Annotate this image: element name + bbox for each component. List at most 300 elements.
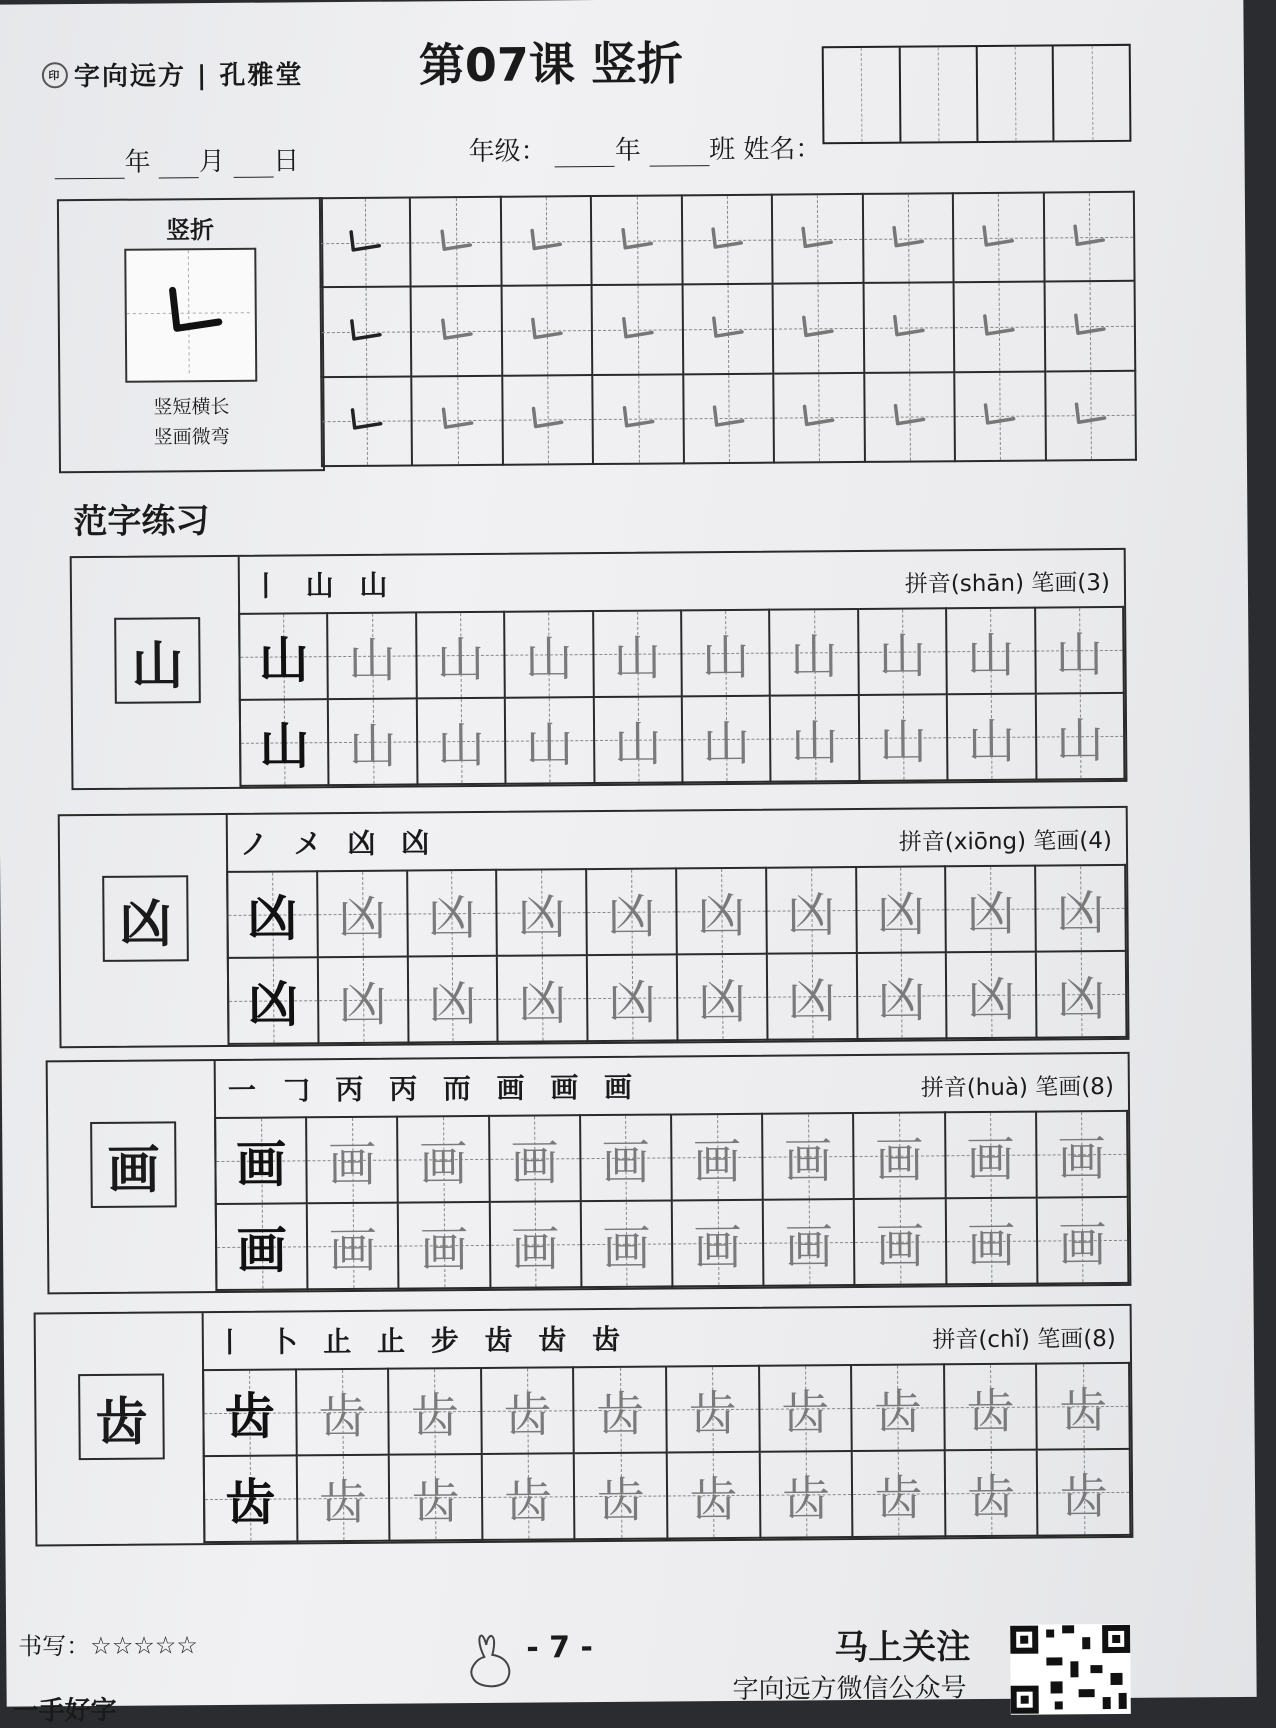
handwritten-glyph: 凶 <box>608 974 657 1031</box>
practice-cell[interactable] <box>203 1369 296 1456</box>
practice-cell[interactable] <box>204 1455 297 1542</box>
glyph-holder <box>240 614 327 699</box>
stroke-practice-cell[interactable] <box>1045 370 1136 460</box>
practice-cell[interactable] <box>856 866 946 953</box>
glyph-holder <box>857 953 945 1038</box>
stroke-practice-cell[interactable] <box>1043 192 1134 282</box>
stroke-tip-2: 竖画微弯 <box>153 425 230 449</box>
stroke-practice-cell[interactable] <box>1044 281 1135 371</box>
glyph-holder <box>389 1369 480 1454</box>
glyph-holder <box>1036 866 1124 951</box>
practice-cell[interactable] <box>574 1452 667 1539</box>
glyph-holder <box>594 611 681 696</box>
handwritten-glyph: 画 <box>966 1131 1015 1188</box>
stroke-practice-cell[interactable] <box>772 194 863 284</box>
practice-cell[interactable] <box>296 1455 389 1542</box>
practice-cell[interactable] <box>672 1200 764 1287</box>
practice-cell[interactable] <box>328 698 417 785</box>
qr-code-icon[interactable] <box>1010 1624 1131 1715</box>
stroke-demo-icon <box>126 250 251 377</box>
model-glyph: 齿 <box>225 1472 276 1532</box>
page-number: - 7 - <box>526 1630 594 1666</box>
name-cell[interactable] <box>977 46 1054 141</box>
glyph-holder <box>228 872 316 957</box>
handwritten-glyph: 画 <box>966 1217 1016 1274</box>
glyph-holder <box>764 1200 854 1285</box>
handwritten-glyph: 齿 <box>689 1471 738 1528</box>
glyph-holder <box>853 1451 944 1536</box>
handwritten-glyph: 凶 <box>427 889 477 946</box>
practice-cell[interactable] <box>946 866 1036 953</box>
stroke-trace-glyph <box>684 374 773 462</box>
handwritten-glyph: 齿 <box>781 1470 831 1528</box>
practice-row <box>240 693 1125 786</box>
stroke-trace-glyph <box>321 198 410 286</box>
stroke-trace-glyph <box>413 376 502 464</box>
stroke-practice-cell[interactable] <box>954 371 1045 461</box>
stroke-practice-cell[interactable] <box>501 285 592 375</box>
practice-cell[interactable] <box>586 868 676 955</box>
glyph-holder <box>297 1370 388 1455</box>
handwritten-glyph: 齿 <box>595 1386 645 1443</box>
stroke-trace-glyph <box>954 194 1043 282</box>
practice-cell[interactable] <box>947 694 1036 781</box>
stroke-trace-glyph <box>863 194 952 282</box>
handwritten-glyph: 凶 <box>786 886 836 944</box>
handwritten-glyph: 山 <box>1055 712 1105 769</box>
glyph-holder <box>216 1118 306 1203</box>
glyph-holder <box>483 1454 574 1539</box>
glyph-holder <box>667 1367 758 1452</box>
grade-unit: 年 <box>614 135 641 166</box>
practice-cell[interactable] <box>505 697 594 784</box>
practice-cell[interactable] <box>851 1364 944 1451</box>
practice-row <box>239 607 1124 700</box>
stroke-practice-cell[interactable] <box>412 375 503 465</box>
character-block <box>46 1052 1132 1295</box>
strokes-label: 笔画(3) <box>1031 569 1111 597</box>
glyph-holder <box>408 871 496 956</box>
name-cell[interactable] <box>1054 46 1129 141</box>
name-cell[interactable] <box>824 48 901 143</box>
practice-cell[interactable] <box>389 1454 482 1541</box>
practice-cell[interactable] <box>858 608 947 695</box>
handwritten-glyph: 凶 <box>787 972 837 1030</box>
glyph-holder <box>229 958 317 1043</box>
glyph-holder <box>399 1203 489 1288</box>
handwritten-glyph: 凶 <box>1057 970 1106 1027</box>
bunny-icon <box>464 1627 525 1691</box>
model-glyph: 画 <box>235 1134 287 1194</box>
handwritten-glyph: 山 <box>613 630 662 687</box>
strokes-label: 笔画(8) <box>1037 1325 1116 1353</box>
practice-cell[interactable] <box>945 1112 1037 1199</box>
handwritten-glyph: 画 <box>1057 1130 1107 1187</box>
stroke-order: ノ メ 凶 凶 <box>239 826 438 861</box>
pinyin-strokes <box>905 564 1110 599</box>
practice-cell[interactable] <box>945 1198 1037 1285</box>
stroke-practice-cell[interactable] <box>862 193 953 283</box>
glyph-holder <box>860 695 947 780</box>
glyph-holder <box>771 696 858 781</box>
stroke-practice-cell[interactable] <box>592 285 683 375</box>
stroke-demo-box <box>57 197 325 473</box>
handwritten-glyph: 齿 <box>1058 1382 1108 1439</box>
handwritten-glyph: 画 <box>419 1135 468 1192</box>
practice-cell[interactable] <box>671 1114 763 1201</box>
rating-label: 书写：☆☆☆☆☆ <box>18 1631 198 1661</box>
handwritten-glyph: 山 <box>701 629 750 686</box>
stroke-practice-cell[interactable] <box>954 282 1045 372</box>
stroke-trace-glyph <box>503 376 592 464</box>
practice-cell[interactable] <box>489 1115 581 1202</box>
handwritten-glyph: 山 <box>347 632 397 689</box>
practice-cell[interactable] <box>766 867 856 954</box>
practice-cell[interactable] <box>853 1112 945 1199</box>
handwritten-glyph: 齿 <box>688 1385 737 1442</box>
stroke-practice-cell[interactable] <box>321 376 412 466</box>
stroke-practice-cell[interactable] <box>502 375 593 465</box>
date-line <box>54 140 299 179</box>
practice-cell[interactable] <box>666 1366 759 1453</box>
practice-cell[interactable] <box>318 957 408 1044</box>
practice-cell[interactable] <box>759 1451 852 1538</box>
practice-cell[interactable] <box>762 1113 854 1200</box>
grade-line <box>468 128 821 168</box>
stroke-practice-cell[interactable] <box>501 196 592 286</box>
practice-grid <box>214 1110 1129 1291</box>
class-blank[interactable] <box>649 141 709 166</box>
handwritten-glyph: 山 <box>966 627 1016 684</box>
glyph-holder <box>677 869 765 954</box>
practice-cell[interactable] <box>854 1198 946 1285</box>
practice-cell[interactable] <box>497 955 587 1042</box>
handwritten-glyph: 山 <box>436 631 485 688</box>
practice-cell[interactable] <box>1035 607 1124 694</box>
stroke-trace-glyph <box>864 284 953 372</box>
handwritten-glyph: 凶 <box>338 976 388 1033</box>
handwritten-glyph: 画 <box>510 1134 559 1192</box>
glyph-holder <box>855 1199 945 1284</box>
stroke-practice-cell[interactable] <box>682 284 773 374</box>
practice-cell[interactable] <box>307 1203 399 1290</box>
model-glyph: 凶 <box>247 888 298 948</box>
footer-cut-text: 一手好字 <box>12 1695 117 1727</box>
handwritten-glyph: 山 <box>789 628 839 686</box>
handwritten-glyph: 凶 <box>517 888 567 946</box>
stroke-trace-glyph <box>411 198 500 286</box>
practice-cell[interactable] <box>407 870 497 957</box>
practice-cell[interactable] <box>240 699 329 786</box>
class-name-label: 班 姓名： <box>708 134 822 166</box>
glyph-holder <box>329 613 416 698</box>
practice-cell[interactable] <box>856 952 946 1039</box>
pinyin-label: 拼音(chǐ) <box>932 1326 1031 1354</box>
practice-cell[interactable] <box>227 871 317 958</box>
glyph-holder <box>217 1204 307 1289</box>
glyph-holder <box>1037 1364 1128 1449</box>
stroke-practice-cell[interactable] <box>773 283 864 373</box>
handwritten-glyph: 画 <box>1058 1216 1107 1273</box>
handwritten-glyph: 画 <box>328 1136 377 1193</box>
handwritten-glyph: 山 <box>613 716 663 773</box>
practice-cell[interactable] <box>1036 951 1127 1038</box>
practice-cell[interactable] <box>497 869 587 956</box>
handwritten-glyph: 齿 <box>411 1473 460 1530</box>
glyph-holder <box>945 1451 1036 1536</box>
practice-cell[interactable] <box>416 612 505 699</box>
practice-grid <box>238 606 1125 787</box>
handwritten-glyph: 画 <box>875 1131 924 1189</box>
handwritten-glyph: 齿 <box>318 1474 368 1531</box>
handwritten-glyph: 画 <box>328 1222 378 1279</box>
handwritten-glyph: 山 <box>1055 626 1104 683</box>
character-block <box>70 548 1128 790</box>
name-grid[interactable] <box>822 44 1132 144</box>
model-glyph: 画 <box>236 1220 287 1280</box>
follow-label: 马上关注 <box>834 1627 971 1669</box>
stroke-trace-glyph <box>322 288 411 376</box>
stroke-practice-cell[interactable] <box>593 374 684 464</box>
practice-cell[interactable] <box>216 1203 308 1290</box>
glyph-holder <box>947 953 1035 1038</box>
glyph-holder <box>205 1456 296 1541</box>
practice-cell[interactable] <box>770 695 859 782</box>
handwritten-glyph: 凶 <box>697 973 747 1030</box>
glyph-holder <box>581 1115 671 1200</box>
practice-cell[interactable] <box>767 953 857 1040</box>
practice-row <box>216 1197 1129 1290</box>
glyph-holder <box>948 695 1035 780</box>
practice-cell[interactable] <box>215 1117 307 1204</box>
practice-row <box>204 1449 1131 1542</box>
glyph-holder <box>204 1370 295 1455</box>
stroke-trace-glyph <box>774 284 863 372</box>
stroke-practice-cell[interactable] <box>864 372 955 462</box>
month-blank[interactable] <box>159 153 199 178</box>
glyph-holder <box>767 868 855 953</box>
glyph-holder <box>505 612 592 697</box>
practice-cell[interactable] <box>946 952 1036 1039</box>
glyph-holder <box>859 609 946 694</box>
practice-cell[interactable] <box>1036 1111 1128 1198</box>
practice-cell[interactable] <box>769 609 858 696</box>
practice-cell[interactable] <box>682 696 771 783</box>
glyph-holder <box>582 1201 672 1286</box>
practice-cell[interactable] <box>1035 865 1126 952</box>
stroke-trace-glyph <box>774 374 863 462</box>
glyph-holder <box>417 613 504 698</box>
glyph-holder <box>763 1114 853 1199</box>
stroke-practice-cell[interactable] <box>863 283 954 373</box>
strokes-label: 笔画(8) <box>1035 1073 1114 1101</box>
glyph-holder <box>854 1113 944 1198</box>
stroke-trace-glyph <box>1045 282 1134 370</box>
glyph-holder <box>1037 1112 1127 1197</box>
handwritten-glyph: 山 <box>878 627 927 685</box>
model-character: 齿 <box>78 1373 165 1460</box>
stroke-trace-glyph <box>1046 371 1135 459</box>
practice-cell[interactable] <box>489 1201 581 1288</box>
practice-cell[interactable] <box>676 868 766 955</box>
practice-cell[interactable] <box>328 612 417 699</box>
practice-cell[interactable] <box>944 1450 1037 1537</box>
practice-cell[interactable] <box>681 610 770 697</box>
practice-cell[interactable] <box>573 1366 666 1453</box>
practice-row <box>203 1363 1130 1456</box>
brand-logo <box>42 54 304 93</box>
glyph-holder <box>857 867 945 952</box>
section-title: 范字练习 <box>73 501 210 543</box>
practice-cell[interactable] <box>763 1199 855 1286</box>
practice-grid <box>202 1362 1131 1543</box>
stroke-trace-glyph <box>955 283 1044 371</box>
name-cell[interactable] <box>900 47 977 142</box>
practice-cell[interactable] <box>504 611 593 698</box>
stroke-trace-glyph <box>1044 193 1133 281</box>
practice-cell[interactable] <box>1036 1363 1129 1450</box>
model-glyph: 齿 <box>224 1386 275 1446</box>
stroke-tip-1: 竖短横长 <box>153 395 230 419</box>
practice-cell[interactable] <box>677 954 767 1041</box>
practice-cell[interactable] <box>852 1450 945 1537</box>
handwritten-glyph: 山 <box>702 715 751 772</box>
practice-cell[interactable] <box>587 954 677 1041</box>
handwritten-glyph: 凶 <box>966 885 1016 942</box>
practice-cell[interactable] <box>417 698 506 785</box>
year-label: 年 <box>124 147 151 178</box>
practice-cell[interactable] <box>944 1364 1037 1451</box>
practice-cell[interactable] <box>239 613 328 700</box>
stroke-trace-glyph <box>502 197 591 285</box>
stroke-practice-cell[interactable] <box>773 373 864 463</box>
practice-cell[interactable] <box>306 1117 398 1204</box>
handwritten-glyph: 凶 <box>697 887 746 944</box>
stroke-trace-glyph <box>594 375 683 463</box>
glyph-holder <box>768 954 856 1039</box>
stroke-trace-glyph <box>502 286 591 374</box>
practice-cell[interactable] <box>296 1369 389 1456</box>
practice-cell[interactable] <box>667 1452 760 1539</box>
practice-cell[interactable] <box>317 871 407 958</box>
handwritten-glyph: 画 <box>419 1221 469 1278</box>
glyph-holder <box>1037 952 1125 1037</box>
glyph-holder <box>682 611 769 696</box>
pinyin-strokes <box>899 822 1112 857</box>
practice-cell[interactable] <box>581 1200 673 1287</box>
stroke-trace-glyph <box>322 377 411 465</box>
glyph-holder <box>574 1368 665 1453</box>
pinyin-label: 拼音(xiōng) <box>898 828 1027 856</box>
stroke-practice-cell[interactable] <box>953 192 1044 282</box>
stroke-practice-cell[interactable] <box>320 197 411 287</box>
day-blank[interactable] <box>233 153 273 178</box>
practice-cell[interactable] <box>593 610 682 697</box>
year-blank[interactable] <box>55 154 125 180</box>
practice-cell[interactable] <box>397 1116 489 1203</box>
strokes-label: 笔画(4) <box>1033 827 1113 855</box>
stroke-practice-cell[interactable] <box>321 287 412 377</box>
practice-cell[interactable] <box>228 957 318 1044</box>
glyph-holder <box>668 1453 759 1538</box>
handwritten-glyph: 画 <box>692 1133 742 1190</box>
grade-blank[interactable] <box>555 142 615 167</box>
handwritten-glyph: 凶 <box>518 974 567 1032</box>
practice-cell[interactable] <box>1035 693 1124 780</box>
handwritten-glyph: 齿 <box>873 1383 923 1441</box>
glyph-holder <box>678 955 766 1040</box>
glyph-holder <box>408 957 496 1042</box>
stroke-trace-glyph <box>773 195 862 283</box>
stroke-trace-glyph <box>865 373 954 461</box>
stroke-practice-cell[interactable] <box>682 195 773 285</box>
practice-cell[interactable] <box>946 608 1035 695</box>
glyph-holder <box>587 869 675 954</box>
practice-cell[interactable] <box>1036 1197 1128 1284</box>
practice-cell[interactable] <box>398 1202 490 1289</box>
glyph-holder <box>482 1368 573 1453</box>
glyph-holder <box>308 1204 398 1289</box>
glyph-holder <box>760 1452 851 1537</box>
glyph-holder <box>1036 694 1123 779</box>
handwritten-glyph: 画 <box>601 1134 651 1191</box>
practice-grid <box>226 864 1127 1045</box>
practice-cell[interactable] <box>481 1367 574 1454</box>
handwritten-glyph: 齿 <box>966 1383 1015 1440</box>
practice-row <box>228 951 1127 1044</box>
handwritten-glyph: 画 <box>693 1219 742 1276</box>
handwritten-glyph: 齿 <box>503 1472 553 1530</box>
practice-cell[interactable] <box>1037 1449 1130 1536</box>
stroke-order: 丨 卜 止 止 步 齿 齿 齿 <box>215 1322 629 1360</box>
handwritten-glyph: 山 <box>525 716 574 774</box>
stroke-grid-row <box>321 281 1136 377</box>
glyph-holder <box>490 1116 580 1201</box>
glyph-holder <box>506 698 593 783</box>
practice-cell[interactable] <box>407 956 497 1043</box>
glyph-holder <box>398 1117 488 1202</box>
stroke-trace-glyph <box>593 286 682 374</box>
handwritten-glyph: 画 <box>784 1218 834 1276</box>
handwritten-glyph: 山 <box>790 714 839 771</box>
stroke-practice-cell[interactable] <box>410 197 501 287</box>
handwritten-glyph: 齿 <box>966 1469 1016 1526</box>
practice-cell[interactable] <box>759 1365 852 1452</box>
practice-cell[interactable] <box>859 694 948 781</box>
stroke-practice-cell[interactable] <box>591 195 682 285</box>
handwritten-glyph: 山 <box>524 630 574 688</box>
practice-cell[interactable] <box>580 1114 672 1201</box>
pinyin-strokes <box>921 1068 1114 1103</box>
practice-cell[interactable] <box>388 1368 481 1455</box>
stroke-practice-cell[interactable] <box>683 373 774 463</box>
practice-cell[interactable] <box>593 696 682 783</box>
handwritten-glyph: 画 <box>875 1217 925 1275</box>
handwritten-glyph: 齿 <box>874 1469 923 1527</box>
page-title: 第07课 竖折 <box>418 36 684 93</box>
handwritten-glyph: 齿 <box>503 1386 552 1444</box>
practice-cell[interactable] <box>482 1453 575 1540</box>
glyph-holder <box>852 1365 943 1450</box>
glyph-holder <box>575 1454 666 1539</box>
handwritten-glyph: 齿 <box>596 1472 645 1529</box>
stroke-order: 丨 山 山 <box>251 568 396 603</box>
stroke-practice-cell[interactable] <box>411 286 502 376</box>
glyph-holder <box>760 1366 851 1451</box>
handwritten-glyph: 山 <box>967 713 1016 770</box>
glyph-holder <box>329 699 416 784</box>
stroke-trace-glyph <box>683 196 772 284</box>
